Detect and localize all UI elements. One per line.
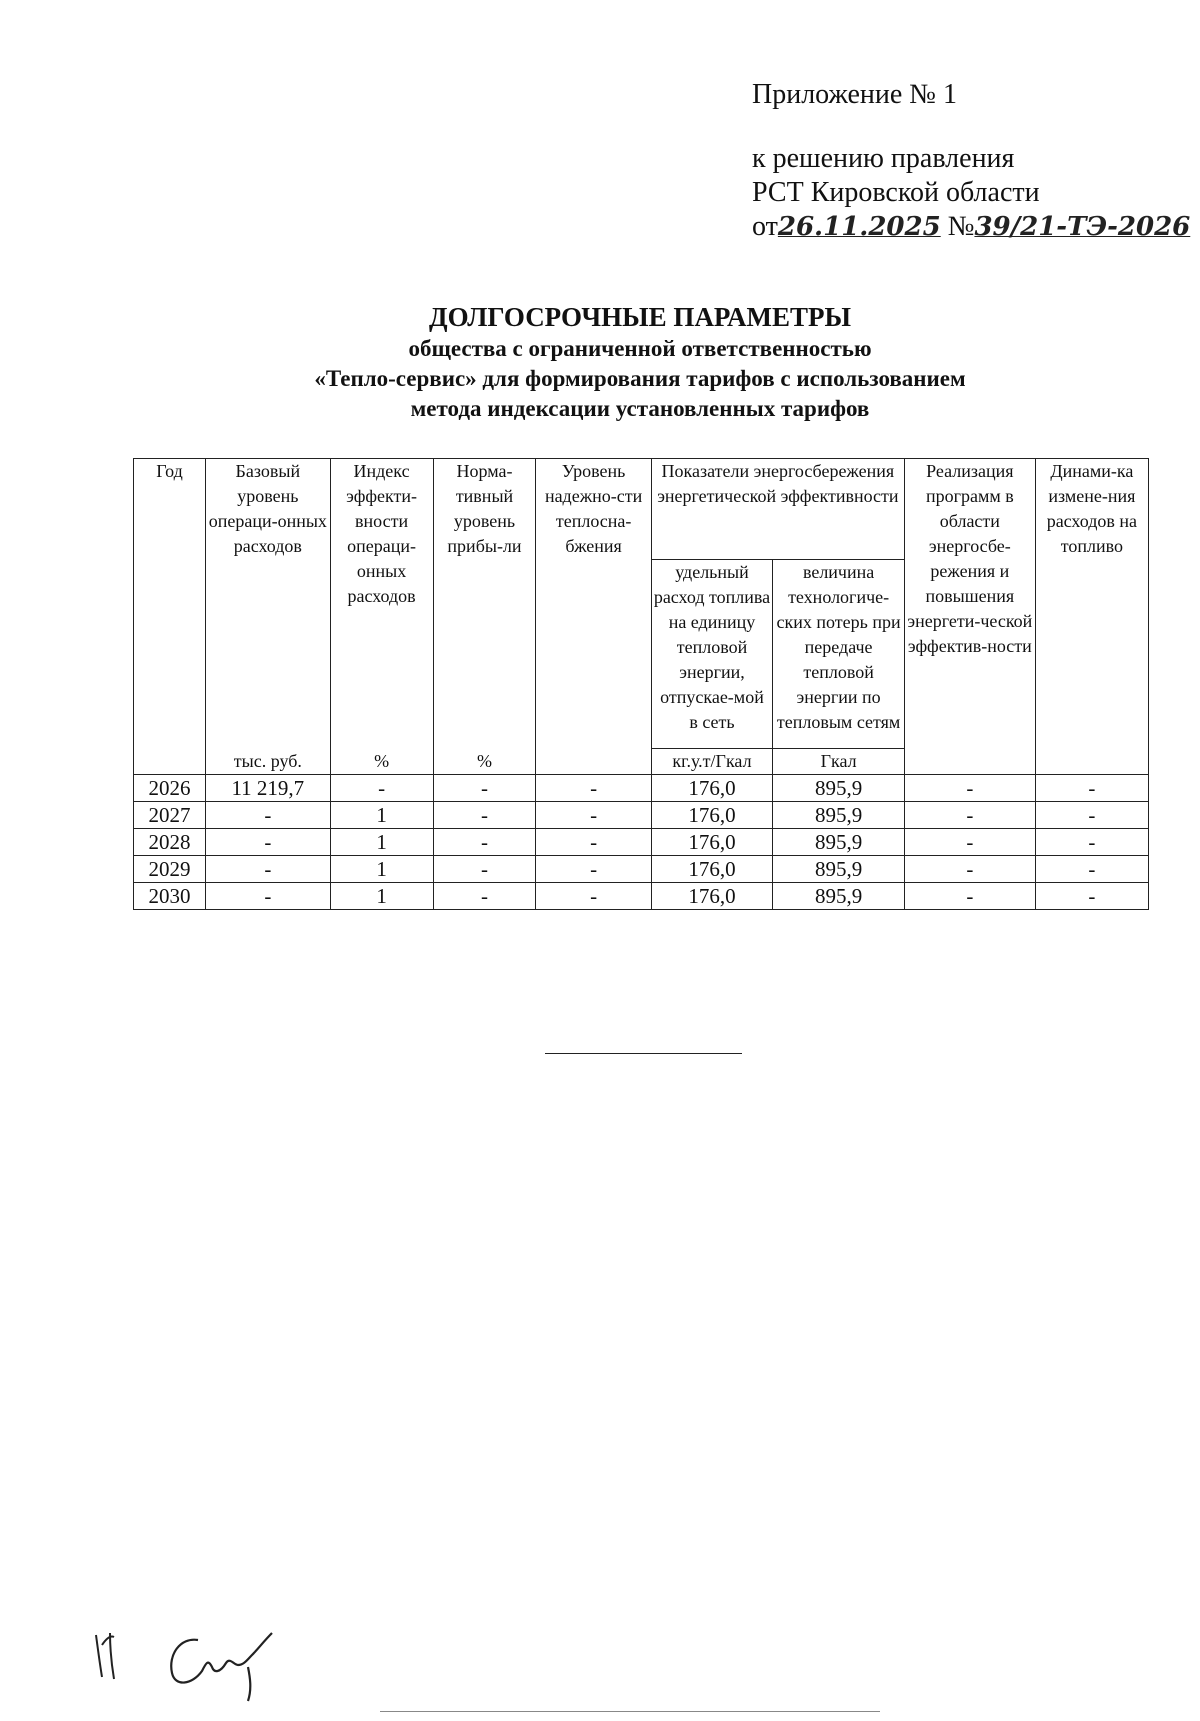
cell-losses: 895,9 [773,883,905,910]
cell-profit: - [433,883,536,910]
cell-base: - [206,802,331,829]
end-rule [545,1053,742,1054]
cell-year: 2026 [134,775,206,802]
unit-base: тыс. руб. [206,749,331,775]
authority-name: РСТ Кировской области [752,177,1040,208]
heading-line-3: «Тепло-сервис» для формирования тарифов с использованием [314,366,966,391]
cell-fuel: 176,0 [651,883,772,910]
cell-reliability: - [536,856,651,883]
table-row [134,883,1149,910]
cell-fuel: 176,0 [651,829,772,856]
cell-losses: 895,9 [773,856,905,883]
col-header-programs: Реализация программ в области энергосбе-режения и повышения энергети-ческой эффектив-ности [904,459,1035,775]
table-row [134,802,1149,829]
cell-year: 2028 [134,829,206,856]
decision-ref [752,210,1190,244]
cell-dynamics: - [1035,856,1148,883]
table-row [134,829,1149,856]
table-row [134,856,1149,883]
cell-profit: - [433,775,536,802]
cell-fuel: 176,0 [651,802,772,829]
handwritten-signature [88,1615,328,1705]
attachment-block [752,78,1190,244]
cell-reliability: - [536,829,651,856]
cell-profit: - [433,802,536,829]
col-header-losses: величина технологиче-ских потерь при передаче тепловой энергии по тепловым сетям [773,560,905,749]
document-heading [120,300,1160,424]
cell-losses: 895,9 [773,775,905,802]
cell-base: - [206,883,331,910]
unit-index: % [330,749,433,775]
parameters-table [133,458,1149,910]
cell-index: 1 [330,856,433,883]
cell-dynamics: - [1035,883,1148,910]
cell-reliability: - [536,883,651,910]
cell-index: - [330,775,433,802]
unit-fuel: кг.у.т/Гкал [651,749,772,775]
col-header-index: Индекс эффекти-вности операци-онных расходов [330,459,433,749]
cell-base: 11 219,7 [206,775,331,802]
cell-index: 1 [330,829,433,856]
col-header-reliability: Уровень надежно-сти теплосна-бжения [536,459,651,775]
unit-losses: Гкал [773,749,905,775]
heading-line-4: метода индексации установленных тарифов [410,396,870,421]
attachment-title: Приложение № 1 [752,79,957,110]
cell-programs: - [904,829,1035,856]
cell-reliability: - [536,802,651,829]
cell-base: - [206,856,331,883]
col-header-year: Год [134,459,206,775]
number-label: № [947,211,975,242]
footer-rule [380,1711,880,1712]
cell-dynamics: - [1035,775,1148,802]
col-header-energy-group: Показатели энергосбережения энергетической эффективности [651,459,904,560]
cell-programs: - [904,775,1035,802]
cell-year: 2027 [134,802,206,829]
decision-number: 39/21-ТЭ-2026 [974,212,1191,242]
header-row-1 [134,459,1149,560]
cell-index: 1 [330,883,433,910]
cell-programs: - [904,883,1035,910]
cell-fuel: 176,0 [651,775,772,802]
heading-line-2: общества с ограниченной ответственностью [408,336,872,361]
decision-date: 26.11.2025 [777,212,941,242]
cell-index: 1 [330,802,433,829]
cell-programs: - [904,856,1035,883]
cell-base: - [206,829,331,856]
cell-profit: - [433,829,536,856]
from-label: от [752,211,778,242]
col-header-dynamics: Динами-ка измене-ния расходов на топливо [1035,459,1148,775]
col-header-base: Базовый уровень операци-онных расходов [206,459,331,749]
cell-reliability: - [536,775,651,802]
cell-dynamics: - [1035,829,1148,856]
cell-losses: 895,9 [773,829,905,856]
col-header-profit: Норма-тивный уровень прибы-ли [433,459,536,749]
unit-profit: % [433,749,536,775]
table-row [134,775,1149,802]
cell-year: 2029 [134,856,206,883]
heading-line-1: ДОЛГОСРОЧНЫЕ ПАРАМЕТРЫ [429,302,851,332]
cell-year: 2030 [134,883,206,910]
cell-losses: 895,9 [773,802,905,829]
cell-profit: - [433,856,536,883]
cell-programs: - [904,802,1035,829]
cell-fuel: 176,0 [651,856,772,883]
cell-dynamics: - [1035,802,1148,829]
decision-label: к решению правления [752,143,1015,174]
col-header-fuel: удельный расход топлива на единицу тепловой энергии, отпускае-мой в сеть [651,560,772,749]
